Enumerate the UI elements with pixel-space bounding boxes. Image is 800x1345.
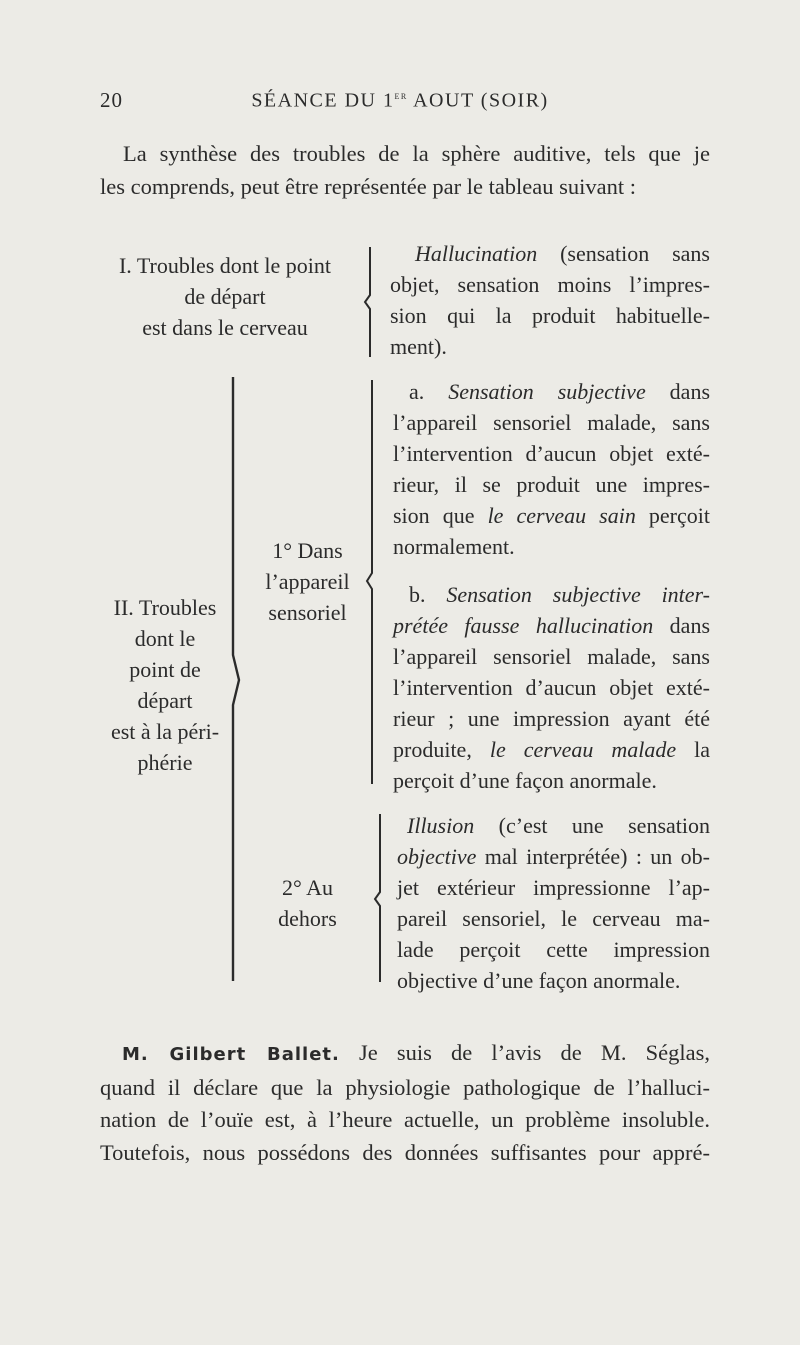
group2-brace (225, 375, 245, 990)
sub1-brace (362, 378, 382, 793)
sensation-subjective-a: a. Sensation subjective dans l’appareil sensoriel malade, sans l’intervention d’aucun objet exté- rieur, il se produit une impres- sion que le cerveau sain perçoit normalement. (393, 379, 711, 559)
sensation-subjective-term: Sensation subjective (448, 379, 646, 404)
hallucination-definition: Hallucination (sensation sans objet, sensation moins l’impres- sion qui la produit habituelle- ment). (390, 241, 710, 359)
intro-paragraph (100, 138, 710, 203)
group1-brace (360, 245, 380, 365)
sub1-label: 1° Dans l’appareil sensoriel (265, 538, 350, 625)
group1-label: I. Troubles dont le point de départ est dans le cerveau (118, 253, 332, 340)
sub2-brace (370, 812, 390, 989)
speaker-name: M. Gilbert Ballet. (122, 1044, 340, 1065)
sensation-subjective-b: b. Sensation subjective inter- prétée fausse hallucination dans l’appareil sensoriel malade, sans l’intervention d’aucun objet exté- rieur ; une impression ayant été produite, le cerveau malade la perçoit d’une façon anormale. (393, 582, 711, 793)
running-title: SÉANCE DU 1er AOUT (SOIR) (251, 88, 549, 112)
group2-label: II. Troubles dont le point de départ est à la péri- phérie (110, 595, 220, 775)
page-number: 20 (100, 88, 123, 112)
illusion-definition: Illusion (c’est une sensation objective mal interprétée) : un ob- jet extérieur impressionne l’ap- pareil sensoriel, le cerveau ma- lade perçoit cette impression objective d’une façon anormale. (397, 813, 710, 993)
intro-line: La synthèse des troubles de la sphère auditive, tels que je (123, 141, 710, 166)
intro-line: les comprends, peut être représentée par le tableau suivant : (100, 173, 637, 199)
final-paragraph: M. Gilbert Ballet. Je suis de l’avis de M. Séglas, quand il déclare que la physiologie pathologique de l’halluci- nation de l’ouïe est, à l’heure actuelle, un problème insoluble. Toutefois, nous possédons des données suffisantes pour appré- (100, 1040, 711, 1165)
hallucination-term: Hallucination (415, 241, 538, 266)
page-header (100, 88, 700, 120)
illusion-term: Illusion (407, 813, 475, 838)
sub2-label: 2° Au dehors (278, 875, 337, 931)
